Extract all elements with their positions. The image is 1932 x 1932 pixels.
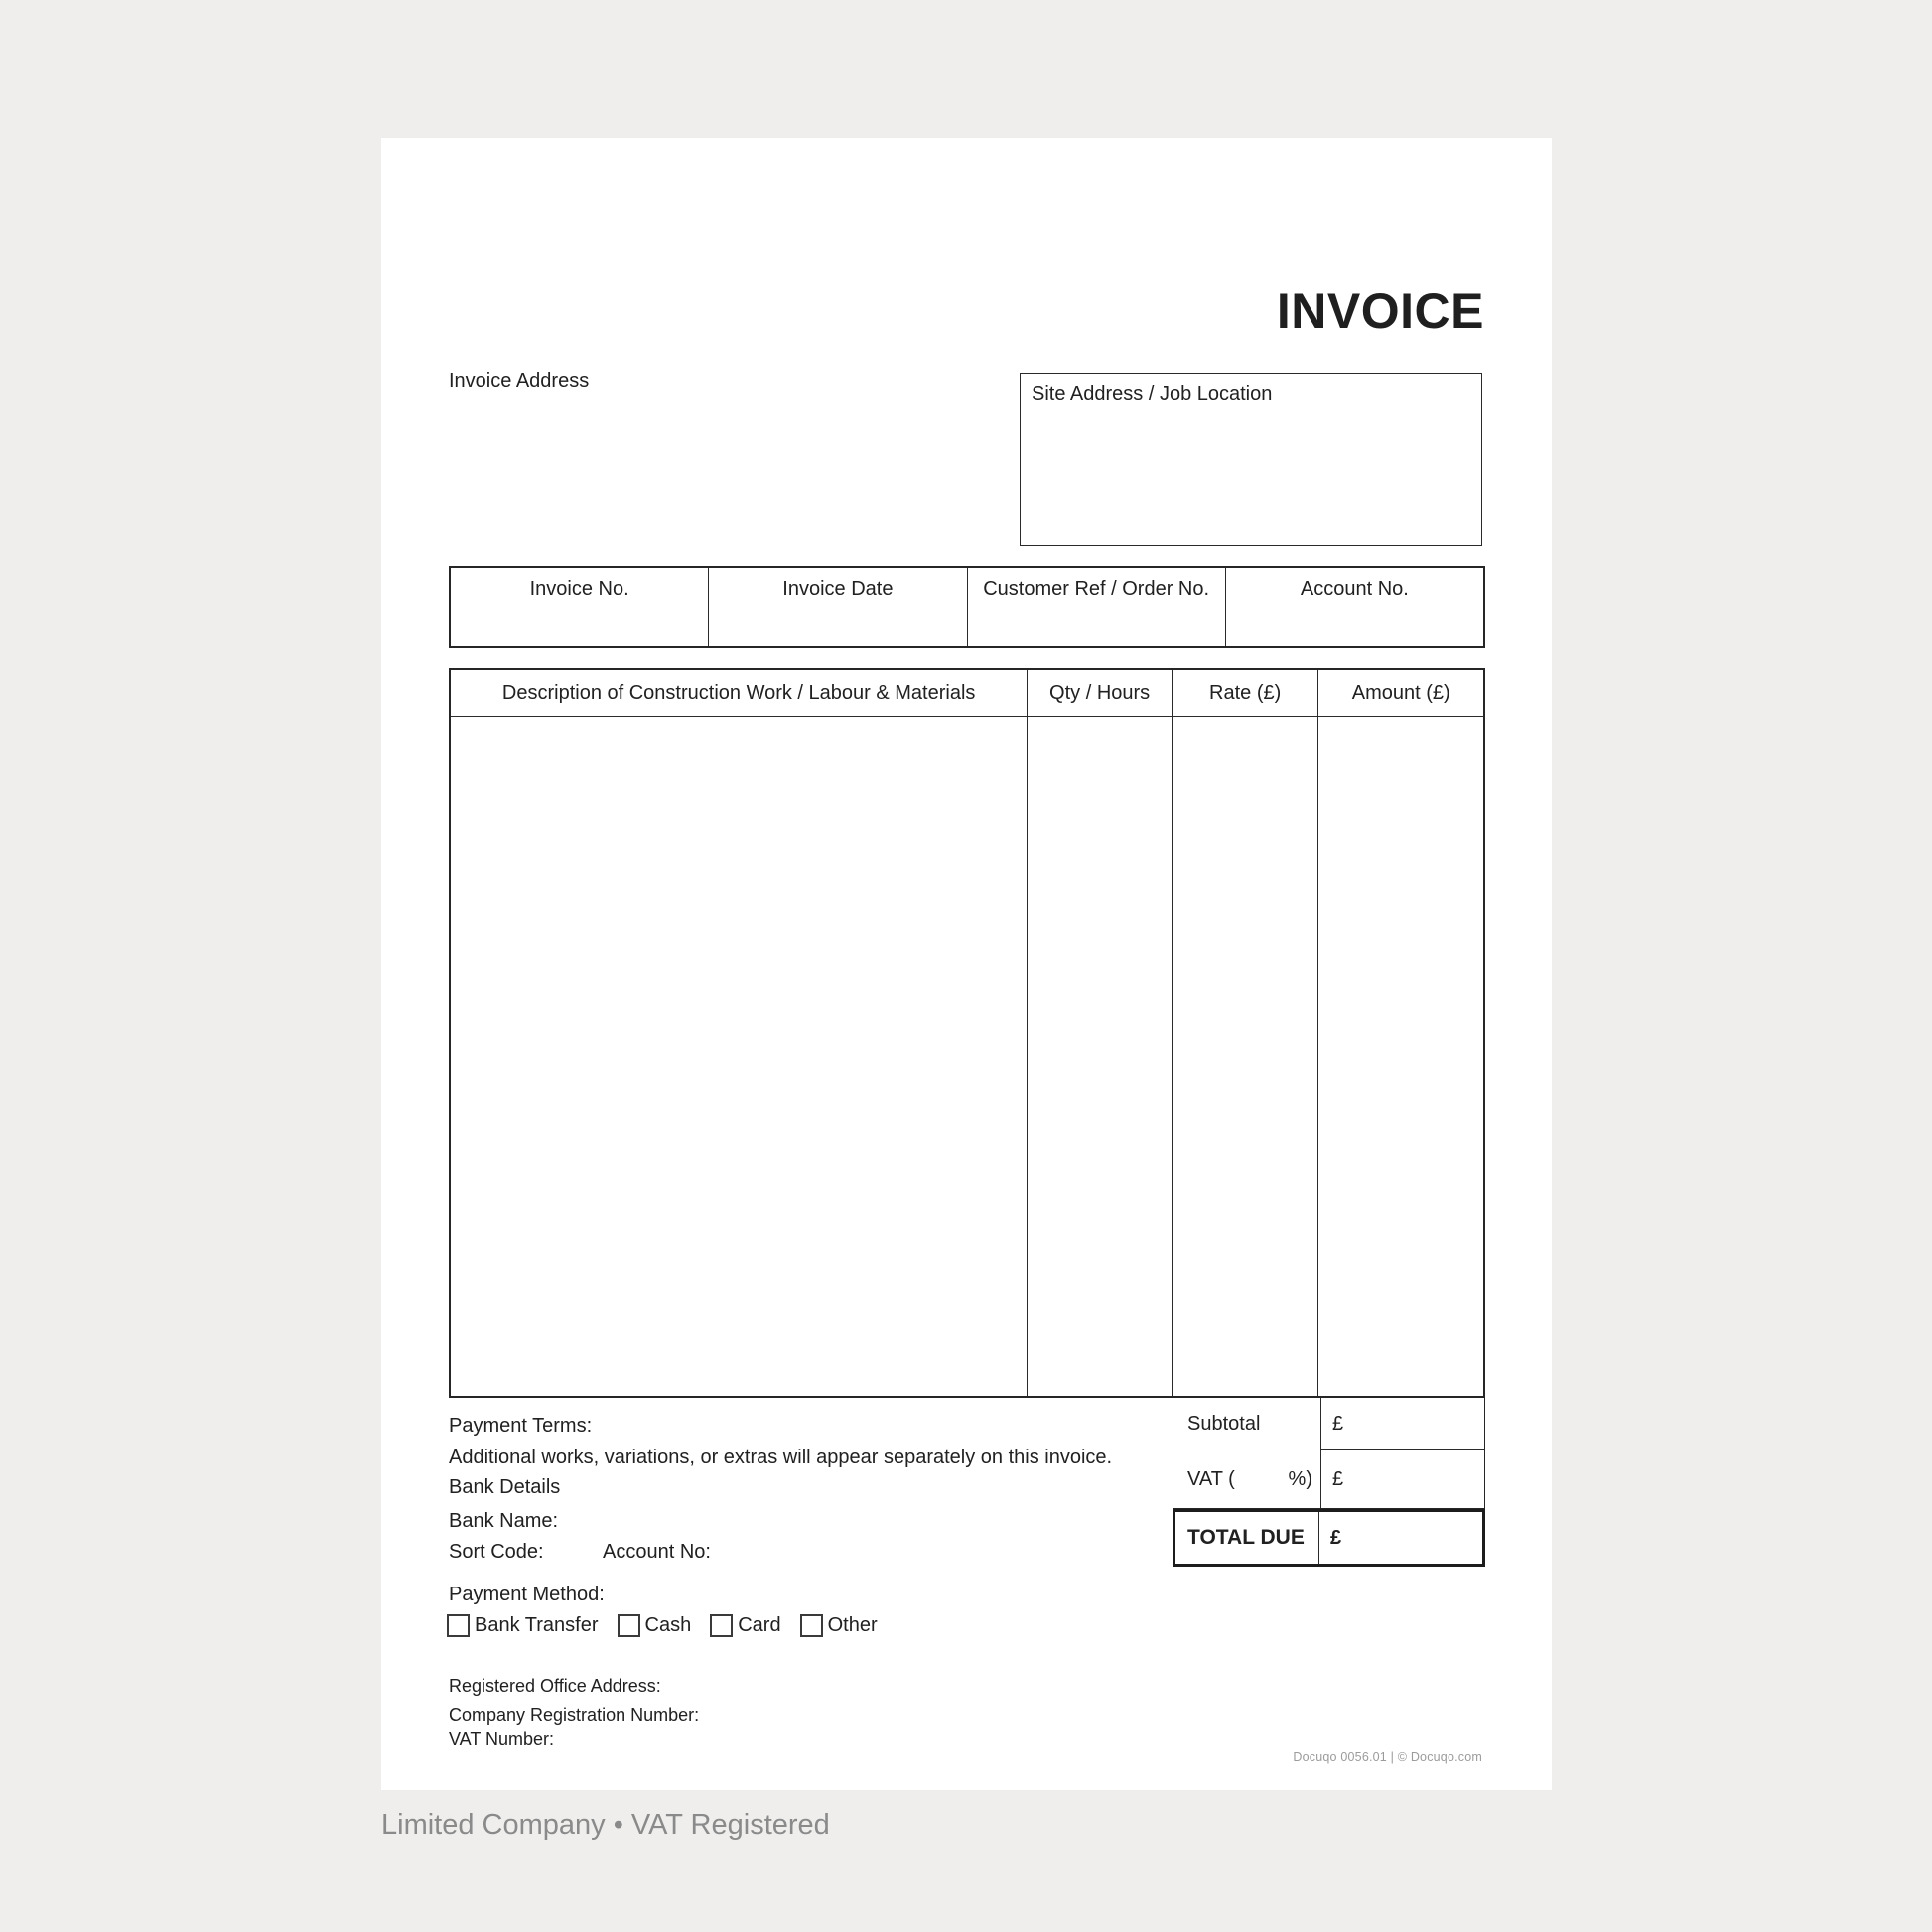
description-column-header: Description of Construction Work / Labour & Materials	[451, 670, 1027, 717]
total-due-currency: £	[1330, 1526, 1342, 1549]
template-caption: Limited Company • VAT Registered	[381, 1809, 830, 1841]
subtotal-currency: £	[1332, 1412, 1344, 1435]
other-checkbox[interactable]	[800, 1614, 823, 1637]
total-due-row	[1173, 1509, 1485, 1567]
payment-method-options	[447, 1613, 897, 1637]
site-address-label: Site Address / Job Location	[1032, 383, 1273, 405]
cash-checkbox[interactable]	[618, 1614, 640, 1637]
payment-method-label: Payment Method:	[449, 1584, 605, 1605]
description-column-body[interactable]	[451, 717, 1027, 1396]
vat-number-label: VAT Number:	[449, 1729, 555, 1749]
bank-transfer-checkbox[interactable]	[447, 1614, 470, 1637]
invoice-address-label: Invoice Address	[449, 370, 590, 392]
invoice-meta-table	[449, 566, 1485, 648]
rate-column-body[interactable]	[1172, 717, 1318, 1396]
totals-section	[1173, 1398, 1485, 1509]
account-no-label: Account No:	[603, 1541, 711, 1563]
bank-name-label: Bank Name:	[449, 1510, 559, 1532]
total-due-amount-cell[interactable]	[1319, 1512, 1482, 1564]
other-label: Other	[827, 1614, 878, 1636]
amount-column-header: Amount (£)	[1317, 670, 1483, 717]
qty-column-body[interactable]	[1027, 717, 1172, 1396]
invoice-page	[381, 138, 1552, 1790]
amount-column-body[interactable]	[1317, 717, 1483, 1396]
option-card	[710, 1613, 780, 1637]
sort-code-line	[449, 1540, 1044, 1565]
option-other	[800, 1613, 878, 1637]
option-bank-transfer	[447, 1613, 599, 1637]
customer-ref-header: Customer Ref / Order No.	[983, 578, 1210, 600]
account-no-header: Account No.	[1300, 578, 1409, 600]
document-reference: Docuqo 0056.01 | © Docuqo.com	[1293, 1750, 1482, 1764]
payment-note: Additional works, variations, or extras will appear separately on this invoice.	[449, 1447, 1113, 1468]
option-cash	[618, 1613, 692, 1637]
bank-transfer-label: Bank Transfer	[475, 1614, 599, 1636]
vat-label-open: VAT (	[1187, 1467, 1235, 1490]
qty-column-header: Qty / Hours	[1027, 670, 1172, 717]
meta-cell-customer-ref[interactable]	[967, 568, 1225, 646]
company-registration-label: Company Registration Number:	[449, 1705, 700, 1725]
rate-column-header: Rate (£)	[1172, 670, 1318, 717]
vat-label-close: %)	[1288, 1467, 1312, 1490]
line-items-table	[449, 668, 1485, 1398]
card-checkbox[interactable]	[710, 1614, 733, 1637]
meta-cell-account-no[interactable]	[1225, 568, 1483, 646]
vat-amount-cell[interactable]	[1320, 1450, 1484, 1508]
vat-currency: £	[1332, 1467, 1344, 1490]
subtotal-amount-cell[interactable]	[1320, 1398, 1484, 1450]
payment-terms-label: Payment Terms:	[449, 1415, 593, 1437]
page-title: INVOICE	[1276, 283, 1484, 339]
vat-label	[1173, 1450, 1320, 1508]
site-address-box[interactable]	[1020, 373, 1482, 546]
cash-label: Cash	[644, 1614, 692, 1636]
invoice-no-header: Invoice No.	[529, 578, 629, 600]
card-label: Card	[738, 1614, 781, 1636]
total-due-label: TOTAL DUE	[1175, 1512, 1319, 1564]
subtotal-label: Subtotal	[1187, 1413, 1261, 1435]
registered-office-label: Registered Office Address:	[449, 1676, 661, 1696]
sort-code-label: Sort Code:	[449, 1541, 544, 1563]
bank-details-label: Bank Details	[449, 1476, 561, 1498]
meta-cell-invoice-date[interactable]	[708, 568, 966, 646]
meta-cell-invoice-no[interactable]	[451, 568, 708, 646]
invoice-date-header: Invoice Date	[782, 578, 894, 600]
